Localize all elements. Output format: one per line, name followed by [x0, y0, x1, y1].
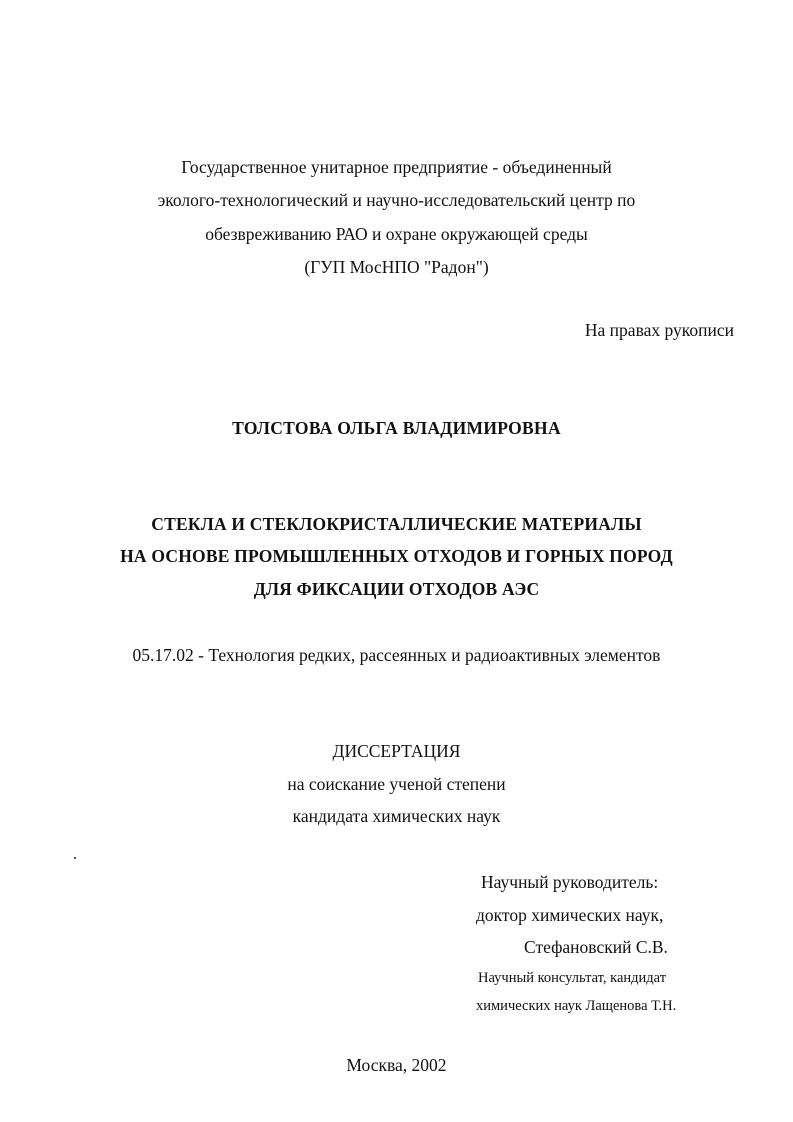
- author-name: ТОЛСТОВА ОЛЬГА ВЛАДИМИРОВНА: [232, 418, 561, 438]
- organization-line-1: Государственное унитарное предприятие - объединенный: [181, 157, 612, 177]
- consultant-line-2: химических наук Лащенова Т.Н.: [476, 998, 677, 1014]
- organization-line-3: обезвреживанию РАО и охране окружающей среды: [205, 224, 588, 244]
- dissertation-degree: на соискание ученой степени: [287, 774, 506, 794]
- consultant-line-1: Научный консультат, кандидат: [478, 970, 667, 986]
- dissertation-field: кандидата химических наук: [292, 806, 501, 826]
- supervisor-degree: доктор химических наук,: [476, 905, 664, 925]
- city-year: Москва, 2002: [346, 1055, 447, 1075]
- dissertation-heading: ДИССЕРТАЦИЯ: [332, 741, 461, 761]
- supervisor-name: Стефановский С.В.: [524, 937, 668, 957]
- supervisor-label: Научный руководитель:: [481, 872, 659, 892]
- title-line-1: СТЕКЛА И СТЕКЛОКРИСТАЛЛИЧЕСКИЕ МАТЕРИАЛЫ: [151, 514, 642, 534]
- organization-line-2: эколого-технологический и научно-исследовательский центр по: [157, 190, 636, 210]
- organization-line-4: (ГУП МосНПО "Радон"): [304, 257, 489, 277]
- manuscript-note: На правах рукописи: [584, 320, 734, 340]
- specialty-code: 05.17.02 - Технология редких, рассеянных и радиоактивных элементов: [132, 645, 661, 665]
- scan-speck: [74, 857, 76, 859]
- title-line-3: ДЛЯ ФИКСАЦИИ ОТХОДОВ АЭС: [253, 579, 540, 599]
- title-line-2: НА ОСНОВЕ ПРОМЫШЛЕННЫХ ОТХОДОВ И ГОРНЫХ ПОРОД: [120, 546, 673, 566]
